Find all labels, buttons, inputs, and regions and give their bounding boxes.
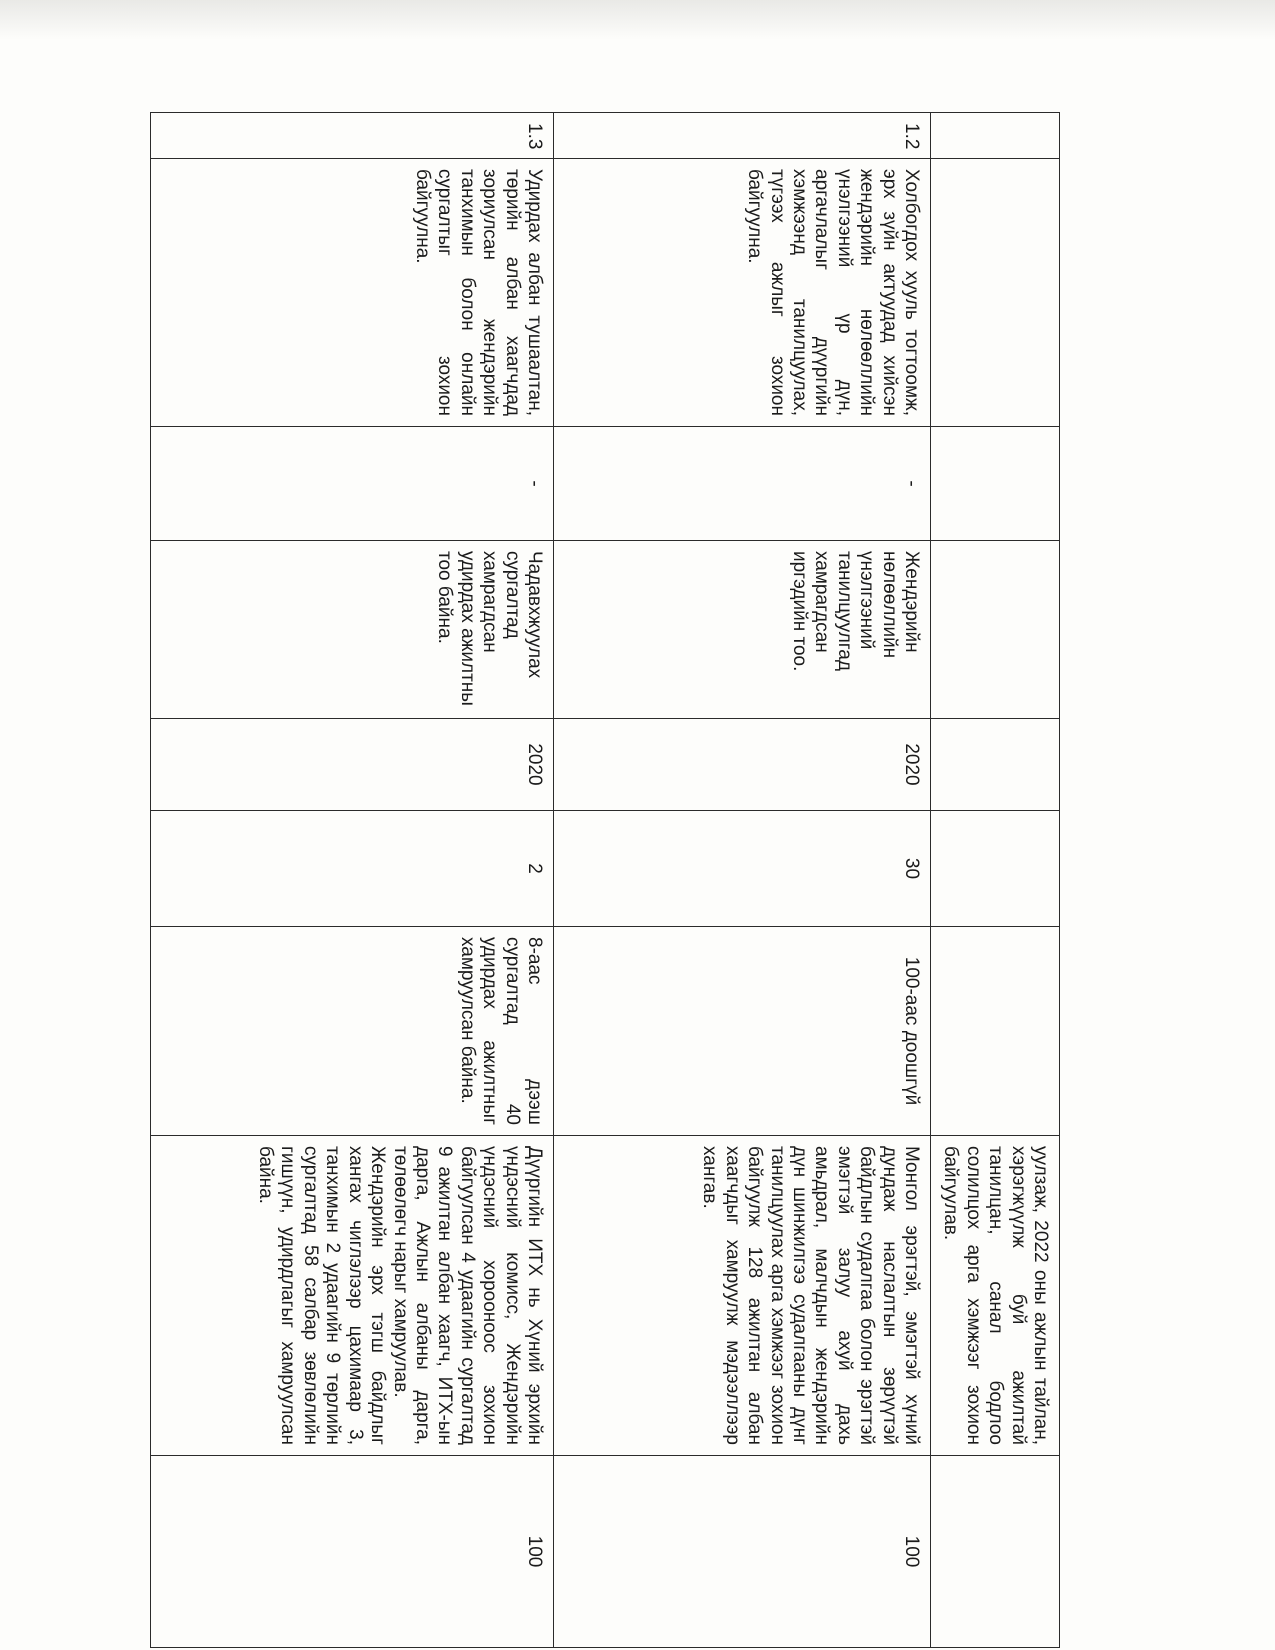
scan-edge-shading	[0, 0, 1275, 40]
year-cell: 2020	[553, 719, 930, 811]
year-cell	[930, 719, 1059, 811]
year-cell: 2020	[150, 719, 553, 811]
rotated-page-content	[155, 112, 1060, 1647]
plan-table	[150, 112, 1060, 1648]
activity-cell: Удирдах албан тушаалтан, төрийн албан хаагчдад зориулсан жендэрийн танхимын болон онлайн сургалтыг зохион байгуулна.	[150, 159, 553, 427]
row-number-cell: 1.2	[553, 113, 930, 159]
table-row	[553, 113, 930, 1648]
target-cell: 100-аас доошгүй	[553, 927, 930, 1136]
percent-cell	[930, 1456, 1059, 1648]
indicator-cell: Жендэрийн нөлөөллийн үнэлгээний танилцуулгад хамрагдсан иргэдийн тоо.	[553, 541, 930, 719]
target-cell	[930, 927, 1059, 1136]
progress-paragraph: Дүүргийн ИТХ нь Хүний эрхийн үндэсний комисс, Жендэрийн үндэсний хорооноос зохион байгуулсан 4 удаагийн сургалтад 9 ажилтан албан хаагч, ИТХ-ын дарга, Ажлын албаны дарга, төлөөлөгч нарыг хамруулав.	[389, 1146, 545, 1445]
count-cell: 2	[150, 811, 553, 927]
percent-cell: 100	[150, 1456, 553, 1648]
progress-cell	[150, 1136, 553, 1456]
progress-cell	[930, 1136, 1059, 1456]
table-row	[150, 113, 553, 1648]
count-cell: 30	[553, 811, 930, 927]
row-number-cell	[930, 113, 1059, 159]
baseline-cell: -	[553, 427, 930, 541]
percent-cell: 100	[553, 1456, 930, 1648]
table-row	[930, 113, 1059, 1648]
progress-paragraph: Монгол эрэгтэй, эмэгтэй хүний дундаж наслалтын зөрүүтэй байдлын судалгаа болон эрэгтэй эмэгтэй залуу ахуй дахь амьдрал, малчдын жендэрийн дүн шинжилгээ судалгааны дүнг танилцуулах арга хэмжээг зохион байгуулж 128 ажилтан албан хаагчдыг хамруулж мэдээллээр хангав.	[699, 1146, 922, 1445]
progress-paragraph: уулзаж, 2022 оны ажлын тайлан, хэрэгжүүлж буй ажилтай танилцан, санал бодлоо солилцох арга хэмжээг зохион байгуулав.	[940, 1146, 1051, 1445]
baseline-cell	[930, 427, 1059, 541]
activity-cell: Холбогдох хууль тогтоомж, эрх зүйн актуудад хийсэн жендэрийн нөлөөллийн үнэлгээний үр дүн, аргачлалыг дүүргийн хэмжээнд танилцуулах, түгээх ажлыг зохион байгуулна.	[553, 159, 930, 427]
indicator-cell: Чадавхжуулах сургалтад хамрагдсан удирдах ажилтны тоо байна.	[150, 541, 553, 719]
baseline-cell: -	[150, 427, 553, 541]
progress-paragraph: Жендэрийн эрх тэгш байдлыг хангах чиглэлээр цахимаар 3, танхимын 2 удаагийн 9 төрлийн сургалтад 58 салбар зөвлөлийн гишүүн, удирдлагыг хамруулсан байна.	[255, 1146, 389, 1445]
progress-cell	[553, 1136, 930, 1456]
count-cell	[930, 811, 1059, 927]
indicator-cell	[930, 541, 1059, 719]
activity-cell	[930, 159, 1059, 427]
target-cell: 8-аас дээш сургалтад 40 удирдах ажилтныг хамруулсан байна.	[150, 927, 553, 1136]
row-number-cell: 1.3	[150, 113, 553, 159]
